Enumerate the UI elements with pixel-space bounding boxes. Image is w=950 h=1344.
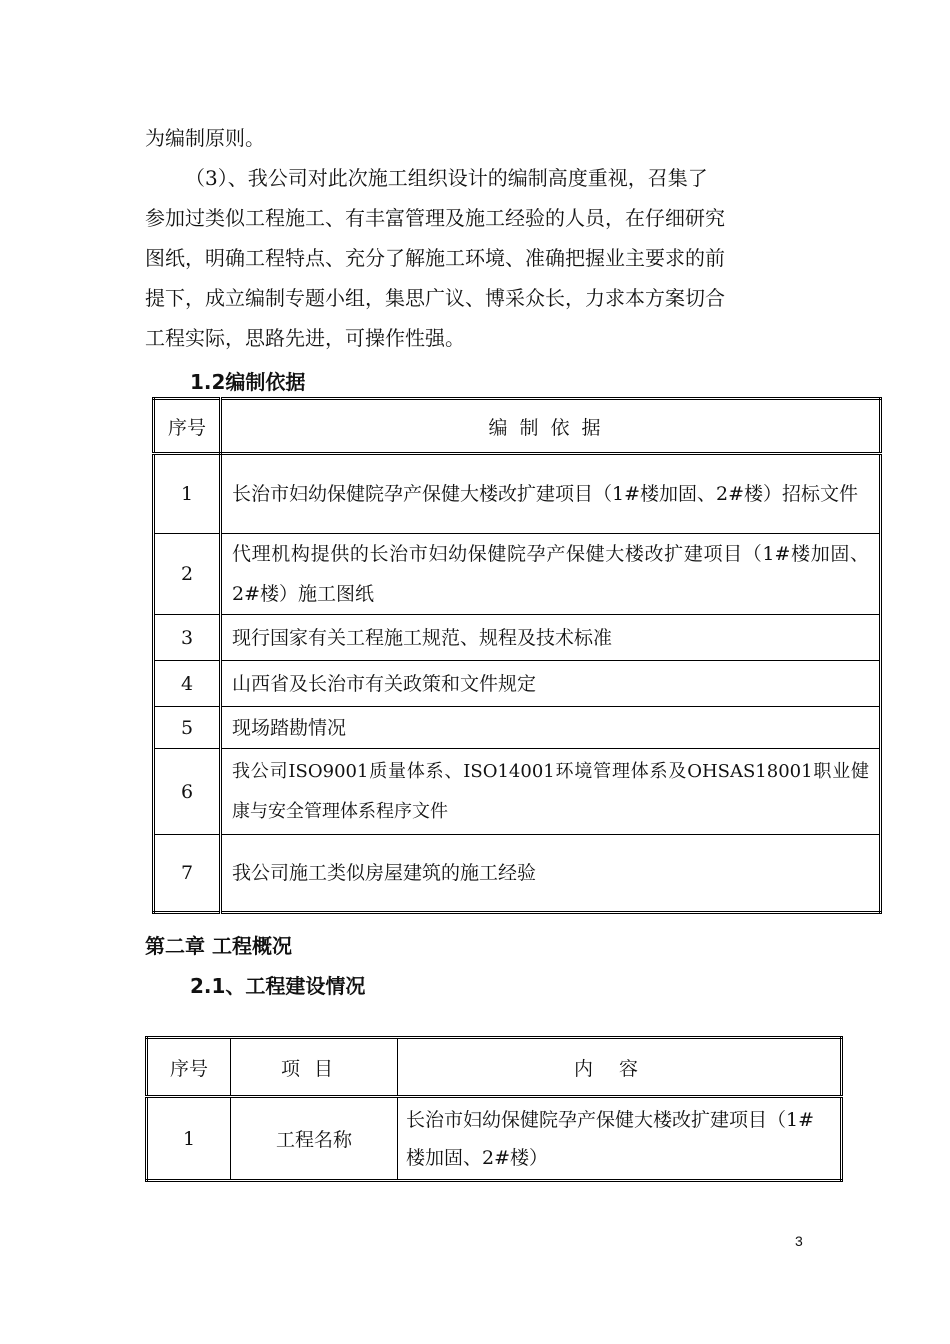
row-number: 1 <box>147 1097 231 1181</box>
section-heading-2-1: 2.1、工程建设情况 <box>190 974 366 998</box>
compilation-basis-table <box>152 397 882 914</box>
row-text: 代理机构提供的长治市妇幼保健院孕产保健大楼改扩建项目（1#楼加固、2#楼）施工图纸 <box>221 534 881 615</box>
body-paragraph <box>145 118 810 358</box>
paragraph-line: （3）、我公司对此次施工组织设计的编制高度重视，召集了 <box>185 166 708 190</box>
paragraph-line: 提下，成立编制专题小组，集思广议、博采众长，力求本方案切合 <box>145 286 725 310</box>
row-text: 我公司施工类似房屋建筑的施工经验 <box>221 835 881 913</box>
row-text: 现场踏勘情况 <box>221 707 881 749</box>
table-row <box>154 835 881 913</box>
paragraph-line: 图纸，明确工程特点、充分了解施工环境、准确把握业主要求的前 <box>145 246 725 270</box>
paragraph-line: 工程实际，思路先进，可操作性强。 <box>145 326 465 350</box>
table-row <box>154 707 881 749</box>
table-row <box>147 1097 842 1181</box>
paragraph-line: 为编制原则。 <box>145 126 265 150</box>
row-text: 山西省及长治市有关政策和文件规定 <box>221 661 881 707</box>
column-header-item: 项目 <box>231 1038 398 1097</box>
row-text: 我公司ISO9001质量体系、ISO14001环境管理体系及OHSAS18001职业健康与安全管理体系程序文件 <box>221 749 881 835</box>
row-number: 1 <box>154 454 221 534</box>
column-header-number: 序号 <box>154 399 221 454</box>
row-text: 现行国家有关工程施工规范、规程及技术标准 <box>221 615 881 661</box>
row-text: 长治市妇幼保健院孕产保健大楼改扩建项目（1#楼加固、2#楼）招标文件 <box>221 454 881 534</box>
table-row <box>154 661 881 707</box>
paragraph-line: 参加过类似工程施工、有丰富管理及施工经验的人员，在仔细研究 <box>145 206 725 230</box>
column-header-content: 内容 <box>398 1038 842 1097</box>
column-header-number: 序号 <box>147 1038 231 1097</box>
row-number: 2 <box>154 534 221 615</box>
page-number: 3 <box>795 1233 803 1249</box>
table-header-row <box>147 1038 842 1097</box>
chapter-heading: 第二章 工程概况 <box>145 934 292 958</box>
column-header-basis: 编制依据 <box>221 399 881 454</box>
table-row <box>154 615 881 661</box>
row-item: 工程名称 <box>231 1097 398 1181</box>
table-row <box>154 749 881 835</box>
section-heading-1-2: 1.2编制依据 <box>190 370 306 394</box>
row-number: 7 <box>154 835 221 913</box>
row-number: 6 <box>154 749 221 835</box>
row-number: 4 <box>154 661 221 707</box>
row-content: 长治市妇幼保健院孕产保健大楼改扩建项目（1#楼加固、2#楼） <box>398 1097 842 1181</box>
table-row <box>154 454 881 534</box>
table-row <box>154 534 881 615</box>
row-number: 5 <box>154 707 221 749</box>
table-header-row <box>154 399 881 454</box>
row-number: 3 <box>154 615 221 661</box>
project-overview-table <box>145 1036 843 1182</box>
